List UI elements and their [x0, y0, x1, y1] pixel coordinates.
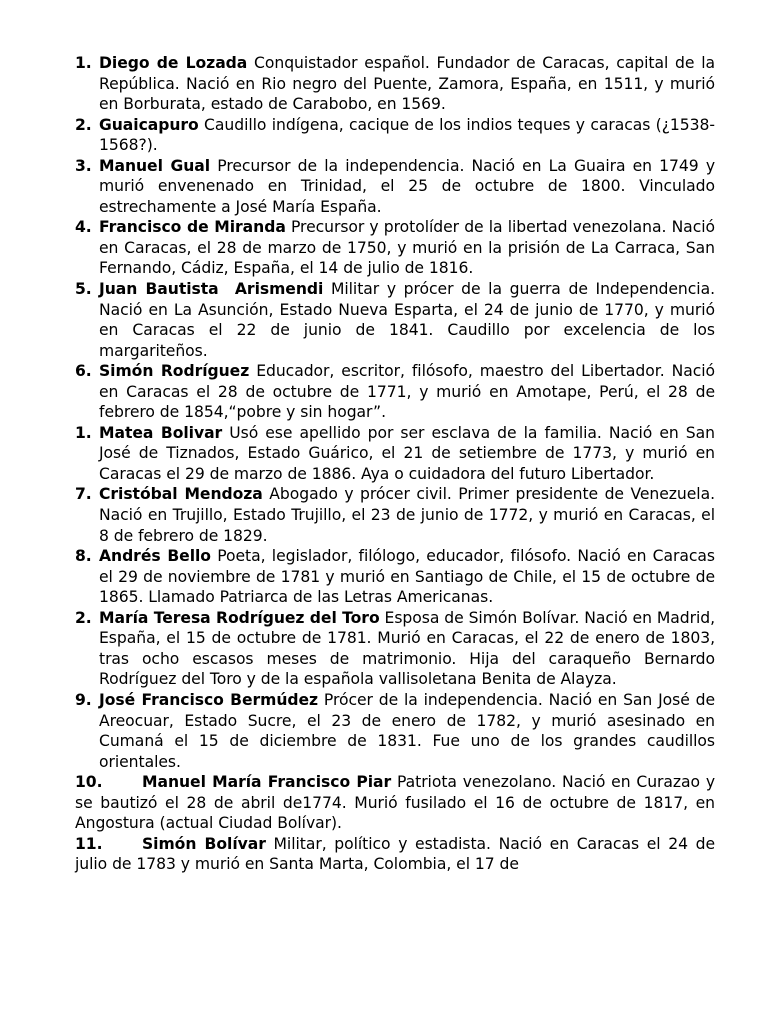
list-item [75, 279, 715, 361]
item-number: 6. [75, 362, 92, 381]
list-item [75, 772, 715, 834]
item-number: 10. [75, 773, 103, 792]
person-name: Simón Bolívar [142, 834, 266, 853]
person-name: José Francisco Bermúdez [99, 690, 319, 709]
item-number: 1. [75, 54, 92, 72]
item-number: 5. [75, 280, 92, 299]
list-item [75, 546, 715, 608]
item-description: Educador, escritor, filósofo, maestro del Libertador. Nació en Caracas el 28 de octubre de 1771, y murió en Amotape, Perú, el 28 de febrero de 1854,“pobre y sin hogar”. [99, 362, 715, 422]
person-name: Francisco de Miranda [99, 218, 286, 237]
list-item [75, 423, 715, 485]
person-name: Matea Bolivar [99, 423, 223, 442]
item-description: Militar, político y estadista. Nació en Caracas el 24 de julio de 1783 y murió en Santa Marta, Colombia, el 17 de [75, 834, 715, 874]
person-name: Juan Bautista Arismendi [99, 280, 324, 299]
item-number: 1. [75, 423, 92, 442]
list-item [75, 217, 715, 279]
person-name: María Teresa Rodríguez del Toro [99, 608, 380, 627]
document-page [0, 53, 768, 875]
person-name: Manuel María Francisco Piar [142, 773, 392, 792]
item-description: Esposa de Simón Bolívar. Nació en Madrid, España, el 15 de octubre de 1781. Murió en Caracas, el 22 de enero de 1803, tras ocho escasos meses de matrimonio. Hija del caraqueño Bernardo Rodríguez del Toro y de la española vallisoletana Benita de Alayza. [99, 608, 715, 689]
item-description: Precursor de la independencia. Nació en La Guaira en 1749 y murió envenenado en Trinidad, el 25 de octubre de 1800. Vinculado estrechamente a José María España. [99, 156, 716, 216]
item-number: 3. [75, 156, 92, 175]
item-description: Usó ese apellido por ser esclava de la familia. Nació en San José de Tiznados, Estado Guárico, el 21 de setiembre de 1773, y murió en Caracas el 29 de marzo de 1886. Aya o cuidadora del futuro Libertador. [99, 423, 715, 483]
list-item [75, 361, 715, 423]
item-number: 9. [75, 690, 92, 709]
list-item [75, 115, 715, 156]
list-item [75, 690, 715, 772]
item-description: Militar y prócer de la guerra de Independencia. Nació en La Asunción, Estado Nueva Esparta, el 24 de junio de 1770, y murió en Caracas el 22 de junio de 1841. Caudillo por excelencia de los margariteños. [99, 280, 715, 360]
item-description: Poeta, legislador, filólogo, educador, filósofo. Nació en Caracas el 29 de noviembre de 1781 y murió en Santiago de Chile, el 15 de octubre de 1865. Llamado Patriarca de las Letras Americanas. [99, 547, 715, 607]
item-number: 8. [75, 547, 92, 566]
person-name: Cristóbal Mendoza [99, 485, 263, 504]
item-description: Conquistador español. Fundador de Caracas, capital de la República. Nació en Rio negro del Puente, Zamora, España, en 1511, y murió en Borburata, estado de Carabobo, en 1569. [99, 54, 715, 114]
item-description: Caudillo indígena, cacique de los indios teques y caracas (¿1538-1568?). [99, 115, 715, 155]
list-item [75, 53, 715, 115]
list-item [75, 484, 715, 546]
person-name: Guaicapuro [99, 115, 199, 134]
item-description: Patriota venezolano. Nació en Curazao y se bautizó el 28 de abril de1774. Murió fusilado el 16 de octubre de 1817, en Angostura (actual Ciudad Bolívar). [75, 773, 716, 833]
list-item [75, 156, 716, 218]
list-item [75, 608, 715, 690]
person-name: Andrés Bello [99, 547, 211, 566]
person-name: Simón Rodríguez [99, 362, 250, 381]
item-number: 2. [75, 608, 92, 627]
list-item [75, 834, 715, 875]
item-number: 11. [75, 834, 103, 853]
item-description: Precursor y protolíder de la libertad venezolana. Nació en Caracas, el 28 de marzo de 1750, y murió en la prisión de La Carraca, San Fernando, Cádiz, España, el 14 de julio de 1816. [99, 218, 715, 278]
item-description: Prócer de la independencia. Nació en San José de Areocuar, Estado Sucre, el 23 de enero de 1782, y murió asesinado en Cumaná el 15 de diciembre de 1831. Fue uno de los grandes caudillos orientales. [99, 690, 715, 771]
person-name: Manuel Gual [99, 156, 211, 175]
item-number: 7. [75, 485, 92, 504]
item-number: 4. [75, 218, 92, 237]
item-description: Abogado y prócer civil. Primer presidente de Venezuela. Nació en Trujillo, Estado Trujillo, el 23 de junio de 1772, y murió en Caracas, el 8 de febrero de 1829. [99, 485, 715, 545]
item-number: 2. [75, 115, 92, 134]
person-name: Diego de Lozada [99, 54, 248, 72]
